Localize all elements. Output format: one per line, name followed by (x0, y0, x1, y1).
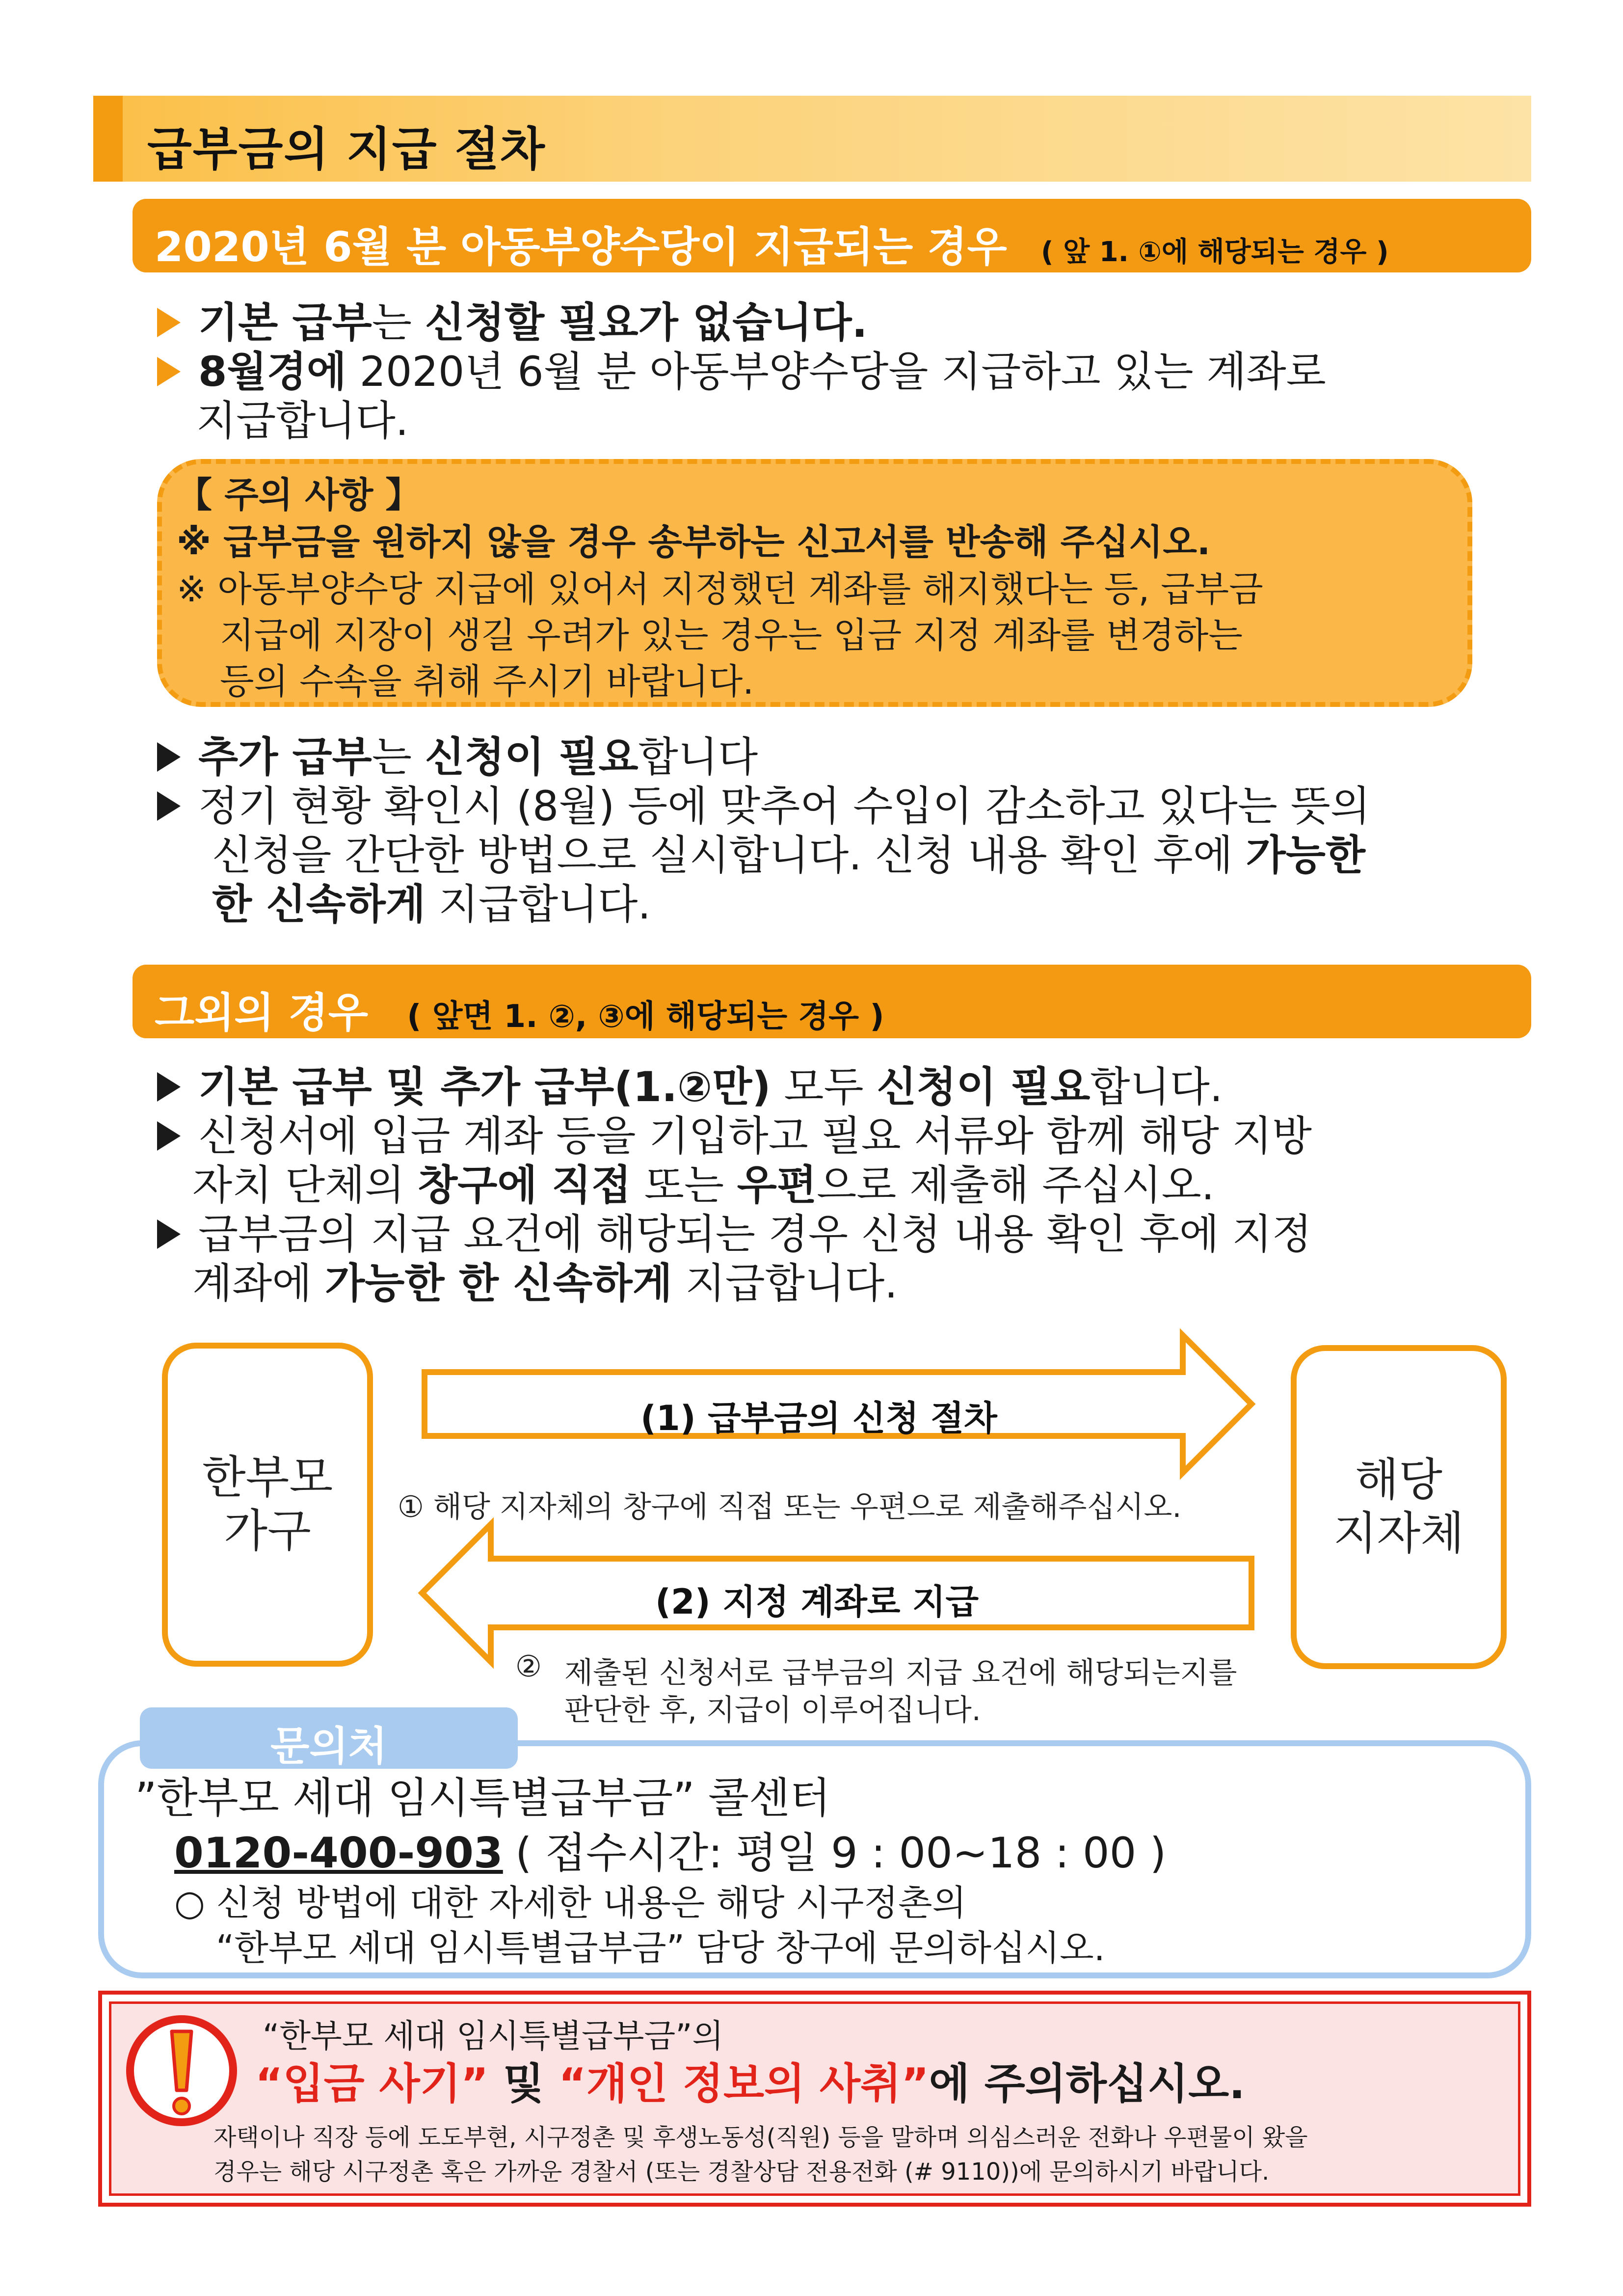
flow-note-2-line1: 제출된 신청서로 급부금의 지급 요건에 해당되는지를 (564, 1656, 1237, 1690)
s1b-bullet-2: 정기 현황 확인시 (8월) 등에 맞추어 수입이 감소하고 있다는 뜻의 (157, 785, 1370, 827)
s2-bullet-3: 급부금의 지급 요건에 해당되는 경우 신청 내용 확인 후에 지정 (157, 1214, 1312, 1255)
arrow2-label: (2) 지정 계좌로 지급 (655, 1582, 979, 1622)
s2-bullet-1: 기본 급부 및 추가 급부(1.②만) 모두 신청이 필요합니다. (157, 1066, 1223, 1107)
contact-center-name: ”한부모 세대 임시특별급부금” 콜센터 (135, 1774, 831, 1823)
s1-bullet-2: 8월경에 2020년 6월 분 아동부양수당을 지급하고 있는 계좌로 (157, 351, 1326, 392)
s1-bullet-2-cont: 지급합니다. (196, 397, 409, 445)
s2-bullet-2-line2: 자치 단체의 창구에 직접 또는 우편으로 제출해 주십시오. (192, 1161, 1215, 1209)
contact-tab-label: 문의처 (270, 1723, 387, 1770)
section1-note: ( 앞 1. ①에 해당되는 경우 ) (1041, 236, 1389, 268)
page-title: 급부금의 지급 절차 (147, 123, 546, 176)
section1-heading: 2020년 6월 분 아동부양수당이 지급되는 경우 ( 앞 1. ①에 해당되는 경우 ) (155, 223, 1389, 271)
contact-phone: 0120-400-903 (174, 1829, 503, 1878)
caution-line-2: ※ 아동부양수당 지급에 있어서 지정했던 계좌를 해지했다는 등, 급부금 (177, 568, 1263, 610)
local-government-box: 해당 지자체 (1291, 1345, 1507, 1669)
caution-heading: 【 주의 사항 】 (177, 474, 421, 515)
warning-headline: “입금 사기” 및 “개인 정보의 사취”에 주의하십시오. (255, 2059, 1245, 2108)
exclamation-icon (123, 2012, 240, 2130)
s1b-bullet-2-line2: 신청을 간단한 방법으로 실시합니다. 신청 내용 확인 후에 가능한 (212, 831, 1366, 879)
s2-bullet-3-line2: 계좌에 가능한 한 신속하게 지급합니다. (192, 1259, 898, 1307)
arrow1-label: (1) 급부금의 신청 절차 (640, 1398, 997, 1438)
s1-bullet-1: 기본 급부는 신청할 필요가 없습니다. (157, 302, 868, 343)
caution-line-4: 등의 수속을 취해 주시기 바랍니다. (220, 661, 754, 702)
flow-note-2-marker: ② (515, 1649, 542, 1684)
single-parent-household-box: 한부모 가구 (162, 1343, 373, 1667)
caution-line-3: 지급에 지장이 생길 우려가 있는 경우는 입금 지정 계좌를 변경하는 (220, 615, 1243, 656)
contact-hours: ( 접수시간: 평일 9 : 00~18 : 00 ) (515, 1829, 1167, 1878)
s1b-bullet-2-line3: 한 신속하게 지급합니다. (212, 880, 651, 928)
caution-line-1: ※ 급부금을 원하지 않을 경우 송부하는 신고서를 반송해 주십시오. (177, 521, 1211, 563)
warning-detail-line1: 자택이나 직장 등에 도도부현, 시구정촌 및 후생노동성(직원) 등을 말하며 의심스러운 전화나 우편물이 왔을 (213, 2124, 1308, 2151)
warning-line1: “한부모 세대 임시특별급부금”의 (263, 2017, 724, 2055)
s2-bullet-2: 신청서에 입금 계좌 등을 기입하고 필요 서류와 함께 해당 지방 (157, 1115, 1312, 1157)
flow-note-1: ① 해당 지자체의 창구에 직접 또는 우편으로 제출해주십시오. (398, 1490, 1182, 1524)
warning-detail-line2: 경우는 해당 시구정촌 혹은 가까운 경찰서 (또는 경찰상담 전용전화 (# 9110))에 문의하시기 바랍니다. (213, 2158, 1270, 2186)
s1b-bullet-1: 추가 급부는 신청이 필요합니다 (157, 736, 758, 778)
contact-info-line2: “한부모 세대 임시특별급부금” 담당 창구에 문의하십시오. (216, 1927, 1105, 1969)
contact-info-line1: ○ 신청 방법에 대한 자세한 내용은 해당 시구정촌의 (174, 1882, 967, 1923)
section2-note: ( 앞면 1. ②, ③에 해당되는 경우 ) (407, 999, 884, 1035)
flow-note-2-line2: 판단한 후, 지급이 이루어집니다. (564, 1693, 981, 1728)
section2-heading: 그외의 경우 ( 앞면 1. ②, ③에 해당되는 경우 ) (155, 989, 884, 1037)
